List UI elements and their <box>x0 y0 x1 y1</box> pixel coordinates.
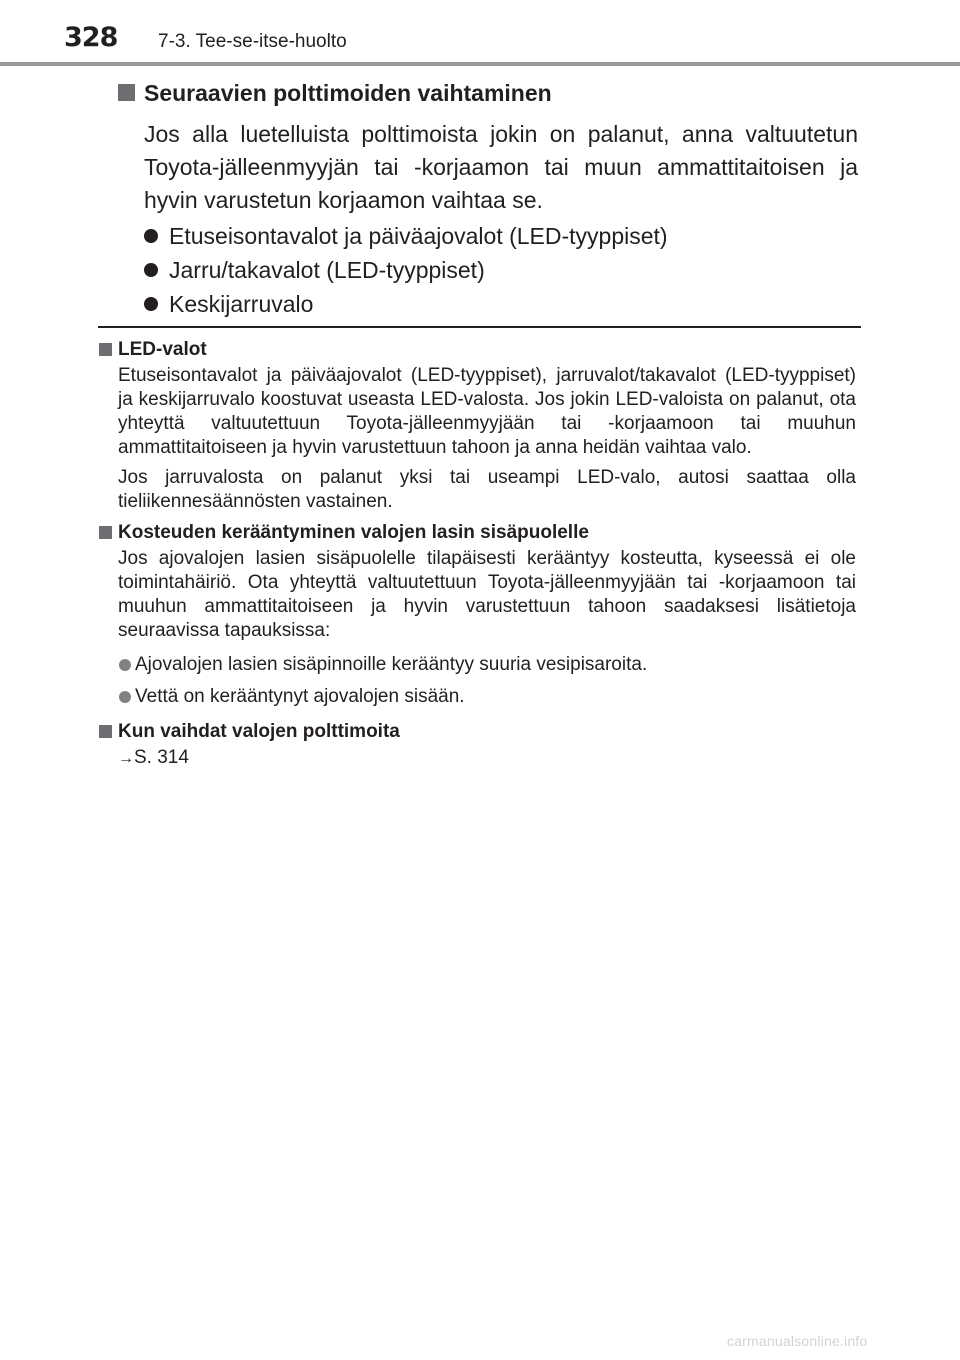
note-heading-text: Kosteuden kerääntyminen valojen lasin sisäpuolelle <box>118 522 589 543</box>
list-item <box>144 287 858 321</box>
square-bullet-icon <box>99 526 112 539</box>
bullet-dot-icon <box>144 229 158 243</box>
watermark: carmanualsonline.info <box>727 1333 868 1349</box>
header-rule <box>0 62 960 66</box>
note-heading <box>98 520 856 545</box>
list-item <box>144 253 858 287</box>
note-bulbs <box>98 719 856 771</box>
note-paragraph: Jos ajovalojen lasien sisäpuolelle tilapäisesti kerääntyy kosteutta, kyseessä ei ole toimintahäiriö. Ota yhteyttä valtuutettuun Toyota-jälleenmyyjään tai -korjaamoon tai muuhun ammattitaitoiseen ja hyvin varustettuun tahoon saadaksesi lisätietoja seuraavissa tapauksissa: <box>118 548 856 641</box>
page-reference-link[interactable]: S. 314 <box>134 747 189 768</box>
square-bullet-icon <box>99 725 112 738</box>
page-header <box>0 0 960 70</box>
square-bullet-icon <box>99 343 112 356</box>
note-heading-text: LED-valot <box>118 339 207 360</box>
bullet-dot-icon <box>144 263 158 277</box>
bulb-list <box>144 219 858 321</box>
note-heading <box>98 719 856 744</box>
moisture-list <box>118 649 856 713</box>
section-title: 7-3. Tee-se-itse-huolto <box>158 31 347 52</box>
page-reference <box>118 746 856 771</box>
bullet-dot-icon <box>119 659 131 671</box>
list-item-text: Keskijarruvalo <box>169 291 314 317</box>
notes-section <box>98 337 856 775</box>
list-item-text: Vettä on kerääntynyt ajovalojen sisään. <box>135 686 465 707</box>
list-item-text: Ajovalojen lasien sisäpinnoille kerääntyy suuria vesipisaroita. <box>135 654 648 675</box>
note-moisture <box>98 520 856 713</box>
list-item <box>144 219 858 253</box>
note-paragraph: Etuseisontavalot ja päiväajovalot (LED-tyyppiset), jarruvalot/takavalot (LED-tyyppiset) ja keskijarruvalo koostuvat useasta LED-valosta. Jos jokin LED-valoista on palanut, ota yhteyttä valtuutettuun Toyota-jälleenmyyjään tai -korjaamoon tai muuhun ammattitaitoiseen ja hyvin varustettuun tahoon ja anna heidän vaihtaa valo. <box>118 365 856 458</box>
list-item <box>118 649 856 681</box>
list-item-text: Jarru/takavalot (LED-tyyppiset) <box>169 257 485 283</box>
main-heading-text: Seuraavien polttimoiden vaihtaminen <box>144 80 552 106</box>
note-paragraph: Jos jarruvalosta on palanut yksi tai useampi LED-valo, autosi saattaa olla tieliikennesäännösten vastainen. <box>118 467 856 512</box>
section-divider <box>98 326 861 328</box>
bullet-dot-icon <box>144 297 158 311</box>
list-item <box>118 681 856 713</box>
arrow-right-icon: → <box>118 750 134 767</box>
list-item-text: Etuseisontavalot ja päiväajovalot (LED-tyyppiset) <box>169 223 668 249</box>
page-number: 328 <box>64 22 118 53</box>
note-led <box>98 337 856 514</box>
main-section <box>98 78 858 321</box>
bullet-dot-icon <box>119 691 131 703</box>
main-heading <box>98 78 858 108</box>
note-heading-text: Kun vaihdat valojen polttimoita <box>118 721 400 742</box>
note-heading <box>98 337 856 362</box>
main-paragraph: Jos alla luetelluista polttimoista jokin on palanut, anna valtuutetun Toyota-jälleenmyyjän tai -korjaamon tai muun ammattitaitoisen ja hyvin varustetun korjaamon vaihtaa se. <box>144 121 858 213</box>
square-bullet-icon <box>118 84 135 101</box>
